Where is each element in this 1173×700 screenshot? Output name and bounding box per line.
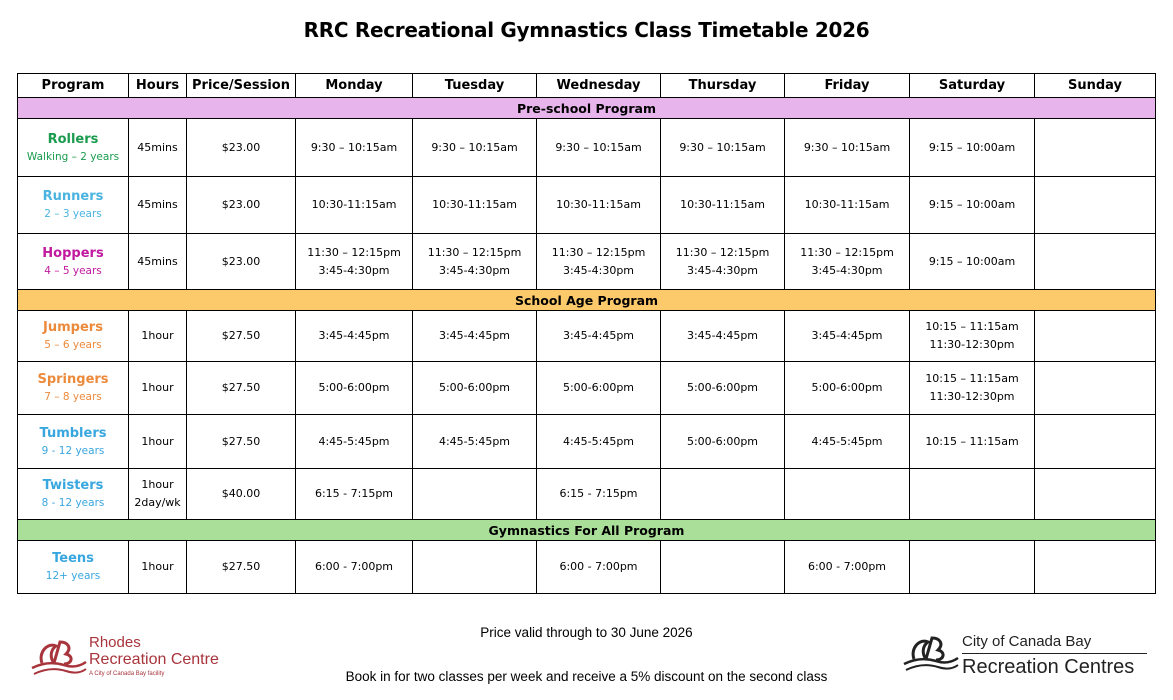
session-fri: 10:30-11:15am xyxy=(785,177,910,234)
program-row xyxy=(18,362,1156,415)
session-fri: 3:45-4:45pm xyxy=(785,311,910,362)
price-note: Price valid through to 30 June 2026 xyxy=(480,625,693,640)
page-title: RRC Recreational Gymnastics Class Timetable 2026 xyxy=(303,18,870,42)
session-thu xyxy=(661,234,785,290)
session-wed-line: 11:30 – 12:15pm xyxy=(551,245,646,259)
program-name: Springers xyxy=(37,372,109,387)
program-cell xyxy=(18,234,129,290)
program-name: Tumblers xyxy=(39,425,107,441)
canada-bay-logo-mark-icon xyxy=(900,632,960,682)
price-cell: $23.00 xyxy=(187,234,296,290)
program-name: Runners xyxy=(42,189,104,204)
session-sat-line: 10:15 – 11:15am xyxy=(925,320,1019,333)
session-tue-line: 11:30 – 12:15pm xyxy=(427,245,522,259)
rhodes-recreation-centre-logo xyxy=(28,632,228,684)
program-cell xyxy=(18,177,129,234)
session-sat-line: 10:15 – 11:15am xyxy=(925,372,1019,385)
session-mon: 6:00 - 7:00pm xyxy=(296,541,413,594)
session-wed xyxy=(537,234,661,290)
hours-cell: 1hour xyxy=(129,415,187,469)
header-hours: Hours xyxy=(129,74,187,98)
session-sun xyxy=(1035,177,1156,234)
session-mon: 9:30 – 10:15am xyxy=(296,119,413,177)
section-title: School Age Program xyxy=(18,290,1156,311)
logo-right-line1: City of Canada Bay xyxy=(962,633,1092,650)
session-sun xyxy=(1035,311,1156,362)
program-row xyxy=(18,177,1156,234)
header-thursday: Thursday xyxy=(661,74,785,98)
session-sat: 9:15 – 10:00am xyxy=(910,234,1035,290)
price-cell: $27.50 xyxy=(187,362,296,415)
rhodes-logo-mark-icon xyxy=(28,632,88,682)
header-sunday: Sunday xyxy=(1035,74,1156,98)
program-row xyxy=(18,311,1156,362)
session-sat xyxy=(910,469,1035,520)
hours-cell: 45mins xyxy=(129,177,187,234)
price-cell: $23.00 xyxy=(187,119,296,177)
session-wed: 9:30 – 10:15am xyxy=(537,119,661,177)
hours-cell-line: 1hour xyxy=(141,478,174,491)
session-wed-line: 3:45-4:30pm xyxy=(562,263,635,277)
session-mon-line: 11:30 – 12:15pm xyxy=(307,245,401,259)
logo-left-line3: A City of Canada Bay facility xyxy=(89,671,165,677)
session-fri: 6:00 - 7:00pm xyxy=(785,541,910,594)
session-sun xyxy=(1035,234,1156,290)
session-fri-line: 11:30 – 12:15pm xyxy=(800,245,894,259)
program-age: 12+ years xyxy=(45,570,101,582)
logo-right-line2: Recreation Centres xyxy=(962,656,1135,678)
session-sat: 9:15 – 10:00am xyxy=(910,119,1035,177)
session-thu: 5:00-6:00pm xyxy=(661,362,785,415)
session-wed: 6:00 - 7:00pm xyxy=(537,541,661,594)
session-sun xyxy=(1035,541,1156,594)
session-sat: 10:15 – 11:15am xyxy=(910,415,1035,469)
program-row xyxy=(18,234,1156,290)
session-sat-line: 11:30-12:30pm xyxy=(929,338,1015,351)
session-mon xyxy=(296,234,413,290)
program-name: Hoppers xyxy=(42,245,104,261)
session-wed: 3:45-4:45pm xyxy=(537,311,661,362)
program-cell xyxy=(18,311,129,362)
session-wed: 10:30-11:15am xyxy=(537,177,661,234)
hours-cell: 1hour xyxy=(129,362,187,415)
session-sat xyxy=(910,541,1035,594)
hours-cell-line: 2day/wk xyxy=(134,496,181,509)
session-tue: 10:30-11:15am xyxy=(413,177,537,234)
program-cell xyxy=(18,415,129,469)
session-fri: 5:00-6:00pm xyxy=(785,362,910,415)
section-school-age xyxy=(18,290,1156,311)
program-cell xyxy=(18,541,129,594)
session-fri xyxy=(785,469,910,520)
hours-cell xyxy=(129,469,187,520)
price-cell: $40.00 xyxy=(187,469,296,520)
session-sat xyxy=(910,311,1035,362)
program-cell xyxy=(18,362,129,415)
hours-cell: 1hour xyxy=(129,541,187,594)
session-sun xyxy=(1035,469,1156,520)
program-cell xyxy=(18,119,129,177)
session-tue xyxy=(413,469,537,520)
header-row xyxy=(18,74,1156,98)
header-tuesday: Tuesday xyxy=(413,74,537,98)
header-program: Program xyxy=(18,74,129,98)
session-mon: 4:45-5:45pm xyxy=(296,415,413,469)
header-price: Price/Session xyxy=(187,74,296,98)
city-of-canada-bay-logo xyxy=(900,632,1150,684)
session-wed: 5:00-6:00pm xyxy=(537,362,661,415)
hours-cell: 1hour xyxy=(129,311,187,362)
session-wed: 4:45-5:45pm xyxy=(537,415,661,469)
session-tue: 9:30 – 10:15am xyxy=(413,119,537,177)
session-thu: 3:45-4:45pm xyxy=(661,311,785,362)
session-mon: 3:45-4:45pm xyxy=(296,311,413,362)
program-name: Teens xyxy=(52,551,94,566)
program-age: 2 – 3 years xyxy=(44,208,102,220)
program-age: 9 - 12 years xyxy=(41,444,105,457)
logo-left-line2: Recreation Centre xyxy=(89,651,219,668)
session-mon: 6:15 - 7:15pm xyxy=(296,469,413,520)
session-tue xyxy=(413,234,537,290)
program-name: Jumpers xyxy=(43,320,103,335)
session-thu-line: 11:30 – 12:15pm xyxy=(675,245,770,259)
header-wednesday: Wednesday xyxy=(537,74,661,98)
session-thu: 5:00-6:00pm xyxy=(661,415,785,469)
logo-right-divider xyxy=(962,653,1147,654)
logo-left-line1: Rhodes xyxy=(89,634,141,651)
discount-note: Book in for two classes per week and receive a 5% discount on the second class xyxy=(345,669,828,684)
session-mon: 5:00-6:00pm xyxy=(296,362,413,415)
price-cell: $27.50 xyxy=(187,311,296,362)
session-wed: 6:15 - 7:15pm xyxy=(537,469,661,520)
session-tue: 3:45-4:45pm xyxy=(413,311,537,362)
program-row xyxy=(18,415,1156,469)
header-friday: Friday xyxy=(785,74,910,98)
session-tue: 4:45-5:45pm xyxy=(413,415,537,469)
session-thu-line: 3:45-4:30pm xyxy=(686,263,759,277)
program-name: Rollers xyxy=(47,131,99,147)
section-gymnastics-for-all xyxy=(18,520,1156,541)
program-row xyxy=(18,469,1156,520)
session-thu: 10:30-11:15am xyxy=(661,177,785,234)
session-fri xyxy=(785,234,910,290)
session-sun xyxy=(1035,415,1156,469)
session-fri: 4:45-5:45pm xyxy=(785,415,910,469)
session-tue xyxy=(413,541,537,594)
program-age: 4 – 5 years xyxy=(44,264,102,277)
price-cell: $27.50 xyxy=(187,415,296,469)
session-tue-line: 3:45-4:30pm xyxy=(438,263,511,277)
session-fri: 9:30 – 10:15am xyxy=(785,119,910,177)
session-sat-line: 11:30-12:30pm xyxy=(929,390,1015,403)
timetable xyxy=(17,73,1156,594)
session-thu: 9:30 – 10:15am xyxy=(661,119,785,177)
program-age: 5 – 6 years xyxy=(44,339,102,351)
program-age: Walking – 2 years xyxy=(26,150,120,163)
program-age: 7 – 8 years xyxy=(44,391,102,403)
program-row xyxy=(18,119,1156,177)
session-sat: 9:15 – 10:00am xyxy=(910,177,1035,234)
section-preschool xyxy=(18,98,1156,119)
session-mon-line: 3:45-4:30pm xyxy=(318,263,390,277)
program-age: 8 - 12 years xyxy=(41,497,105,509)
section-title: Gymnastics For All Program xyxy=(18,520,1156,541)
price-cell: $27.50 xyxy=(187,541,296,594)
price-cell: $23.00 xyxy=(187,177,296,234)
session-mon: 10:30-11:15am xyxy=(296,177,413,234)
session-fri-line: 3:45-4:30pm xyxy=(811,263,883,277)
session-sun xyxy=(1035,362,1156,415)
program-row xyxy=(18,541,1156,594)
header-monday: Monday xyxy=(296,74,413,98)
session-sat xyxy=(910,362,1035,415)
hours-cell: 45mins xyxy=(129,119,187,177)
program-cell xyxy=(18,469,129,520)
program-name: Twisters xyxy=(42,478,104,493)
hours-cell: 45mins xyxy=(129,234,187,290)
section-title: Pre-school Program xyxy=(18,98,1156,119)
session-thu xyxy=(661,541,785,594)
session-tue: 5:00-6:00pm xyxy=(413,362,537,415)
header-saturday: Saturday xyxy=(910,74,1035,98)
session-sun xyxy=(1035,119,1156,177)
session-thu xyxy=(661,469,785,520)
